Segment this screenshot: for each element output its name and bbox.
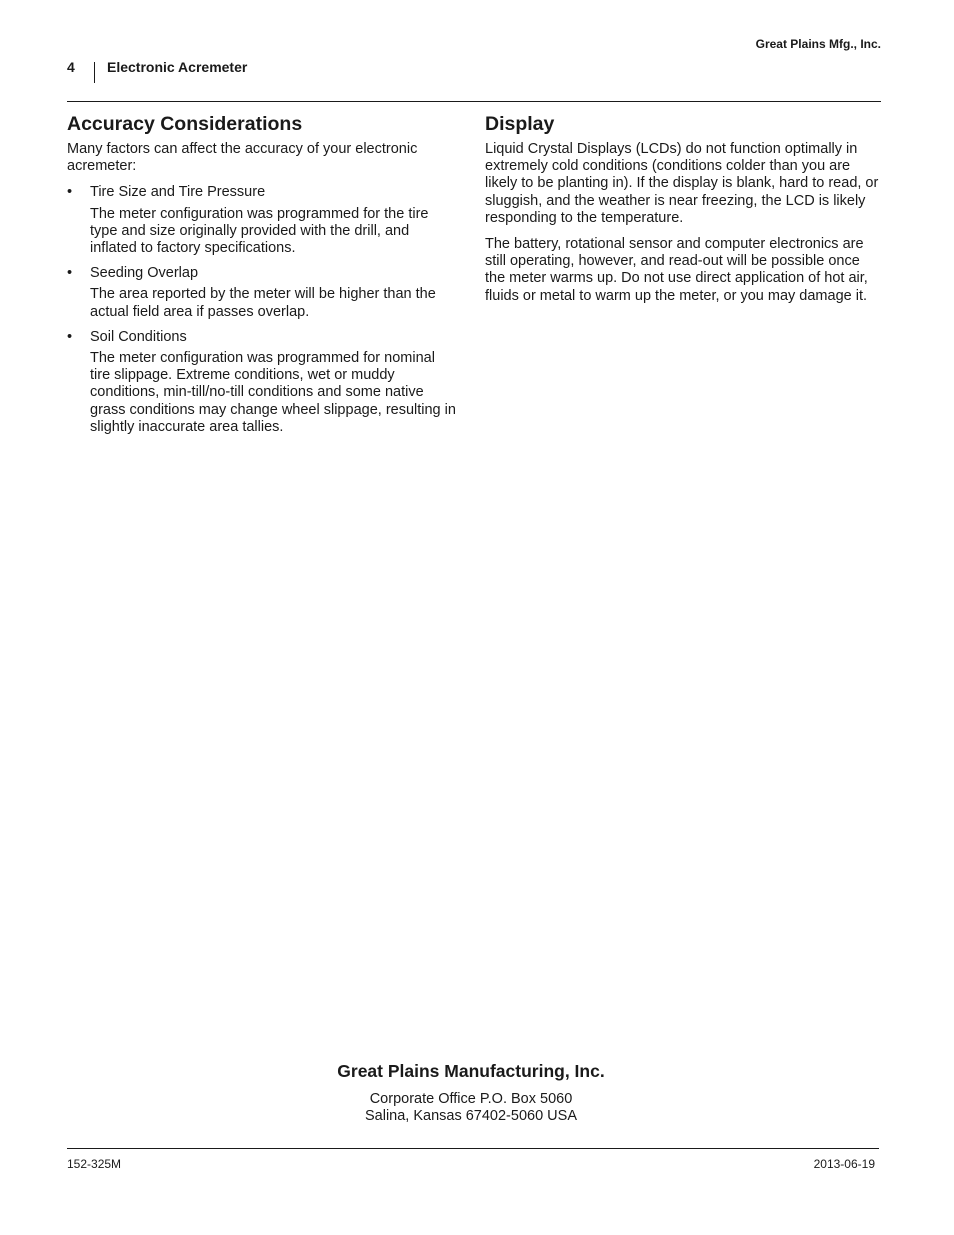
display-heading: Display xyxy=(485,113,555,135)
running-title: Electronic Acremeter xyxy=(107,59,248,75)
address-line: Salina, Kansas 67402-5060 USA xyxy=(364,1107,577,1124)
footer-company-name: Great Plains Manufacturing, Inc. xyxy=(337,1061,605,1081)
address-line: Corporate Office P.O. Box 5060 xyxy=(369,1091,573,1107)
footer-rule xyxy=(67,1148,879,1149)
bullet-description: The area reported by the meter will be higher than the actual field area if passes overlap. xyxy=(90,286,436,320)
header-rule xyxy=(67,101,881,102)
bullet-item: • Soil Conditions xyxy=(67,329,459,346)
accuracy-section xyxy=(67,112,459,444)
document-number: 152-325M xyxy=(67,1157,122,1171)
bullet-item: • Tire Size and Tire Pressure xyxy=(67,184,459,201)
display-section xyxy=(485,112,881,314)
company-name-top: Great Plains Mfg., Inc. xyxy=(755,37,881,51)
accuracy-intro: Many factors can affect the accuracy of your electronic acremeter: xyxy=(67,141,418,175)
header-divider xyxy=(94,62,95,83)
bullet-description: The meter configuration was programmed for nominal tire slippage. Extreme conditions, wet or muddy conditions, min-till/no-till conditions and some native grass conditions may change wheel slippage, resulting in slightly inaccurate area tallies. xyxy=(90,350,456,435)
bullet-item: • Seeding Overlap xyxy=(67,265,459,282)
accuracy-heading: Accuracy Considerations xyxy=(67,113,303,135)
display-paragraph: Liquid Crystal Displays (LCDs) do not function optimally in extremely cold conditions (conditions colder than you are likely to be planting in). If the display is blank, hard to read, or sluggish, and the weather is near freezing, the LCD is likely responding to the temperature. xyxy=(485,141,879,226)
page-number: 4 xyxy=(67,59,75,75)
bullet-description: The meter configuration was programmed for the tire type and size originally provided with the drill, and inflated to factory specifications. xyxy=(90,205,429,257)
footer-address xyxy=(0,1091,942,1124)
display-paragraph: The battery, rotational sensor and computer electronics are still operating, however, and read-out will be possible once the meter warms up. Do not use direct application of hot air, fluids or metal to warm up the meter, or you may damage it. xyxy=(485,236,868,304)
document-date: 2013-06-19 xyxy=(813,1157,875,1171)
